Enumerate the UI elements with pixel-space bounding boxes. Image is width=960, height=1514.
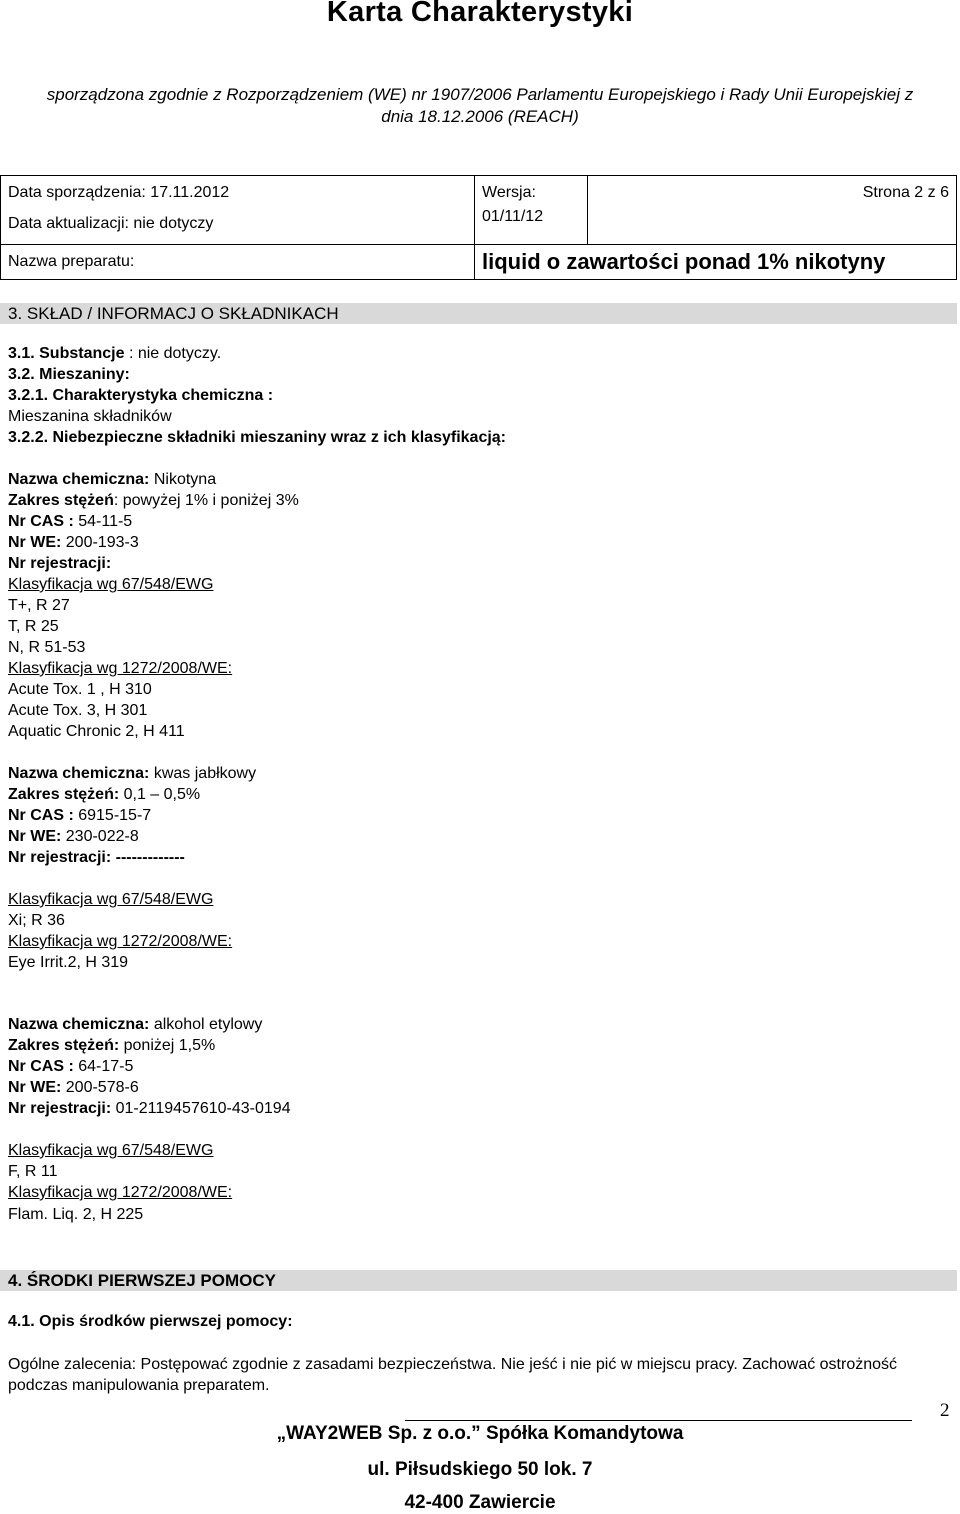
sub1-we-line-2: Acute Tox. 3, H 301 (8, 702, 148, 719)
prep-name: liquid o zawartości ponad 1% nikotyny (482, 249, 886, 274)
sub1-conc-value: : powyżej 1% i poniżej 3% (113, 492, 299, 509)
sub3-conc (8, 1036, 215, 1056)
sub2-cas-label: Nr CAS : (8, 807, 74, 824)
sub1-we-line-3: Aquatic Chronic 2, H 411 (8, 723, 185, 740)
sub1-we-line-1: Acute Tox. 1 , H 310 (8, 681, 152, 698)
sub2-name-value: kwas jabłkowy (149, 765, 257, 782)
sub1-ewg-line-3: N, R 51-53 (8, 639, 86, 656)
dates-cell (1, 176, 475, 245)
sub3-cls-we: Klasyfikacja wg 1272/2008/WE: (8, 1184, 233, 1201)
sub1-cls-ewg: Klasyfikacja wg 67/548/EWG (8, 576, 214, 593)
sub2-reg (8, 848, 185, 868)
sub3-reg-label: Nr rejestracji: (8, 1100, 112, 1117)
sub3-we-line-1: Flam. Liq. 2, H 225 (8, 1206, 144, 1223)
sub3-ewg-line-1: F, R 11 (8, 1163, 58, 1180)
sub2-cas-value: 6915-15-7 (73, 807, 152, 824)
s31-label: 3.1. Substancje (8, 345, 125, 362)
s31-line (8, 344, 221, 364)
sub2-cls-we: Klasyfikacja wg 1272/2008/WE: (8, 933, 233, 950)
footer-separator (405, 1420, 912, 1421)
general-advice: Ogólne zalecenia: Postępować zgodnie z zasadami bezpieczeństwa. Nie jeść i nie pić w miejscu pracy. Zachować ostrożność podczas manipulowania preparatem. (8, 1356, 898, 1394)
s32-line: 3.2. Mieszaniny: (8, 366, 130, 383)
prep-label-cell (1, 245, 475, 280)
date-updated: Data aktualizacji: nie dotyczy (8, 215, 214, 232)
s41-line: 4.1. Opis środków pierwszej pomocy: (8, 1313, 293, 1330)
sub3-cls-ewg: Klasyfikacja wg 67/548/EWG (8, 1142, 214, 1159)
sub3-cas-value: 64-17-5 (73, 1058, 134, 1075)
sub3-we-label: Nr WE: (8, 1079, 62, 1096)
sub3-cas-label: Nr CAS : (8, 1058, 74, 1075)
sub2-conc-value: 0,1 – 0,5% (119, 786, 201, 803)
sub3-we-value: 200-578-6 (61, 1079, 139, 1096)
sub1-name-label: Nazwa chemiczna: (8, 471, 150, 488)
subtitle-line-2: dnia 18.12.2006 (REACH) (381, 107, 579, 126)
version-label: Wersja: (482, 184, 536, 201)
header-table (0, 175, 957, 280)
sub3-reg-value: 01-2119457610-43-0194 (111, 1100, 291, 1117)
document-title: Karta Charakterystyki (326, 0, 634, 28)
sub1-conc-label: Zakres stężeń (8, 492, 114, 509)
sub1-we (8, 533, 139, 553)
sub2-we-value: 230-022-8 (61, 828, 139, 845)
document-subtitle (0, 84, 960, 128)
s322-text: 3.2.2. Niebezpieczne składniki mieszaniny wraz z ich klasyfikacją: (8, 429, 507, 446)
sub1-we-value: 200-193-3 (61, 534, 139, 551)
sub1-ewg-line-1: T+, R 27 (8, 597, 70, 614)
sub1-ewg-line-2: T, R 25 (8, 618, 59, 635)
sub3-conc-value: poniżej 1,5% (119, 1037, 216, 1054)
sub2-cas (8, 806, 151, 826)
sub1-cas (8, 512, 132, 532)
sub2-name (8, 764, 256, 784)
sub1-cls-we: Klasyfikacja wg 1272/2008/WE: (8, 660, 233, 677)
sub1-cas-value: 54-11-5 (73, 513, 133, 530)
sub1-we-label: Nr WE: (8, 534, 62, 551)
s322-line (8, 428, 506, 448)
subtitle-line-1: sporządzona zgodnie z Rozporządzeniem (WE) nr 1907/2006 Parlamentu Europejskiego i Rady Unii Europejskiej z (46, 85, 914, 104)
sub3-name (8, 1015, 262, 1035)
sub3-conc-label: Zakres stężeń: (8, 1037, 120, 1054)
footer-company: „WAY2WEB Sp. z o.o.” Spółka Komandytowa (276, 1423, 684, 1444)
sub2-conc (8, 785, 200, 805)
s321-line: 3.2.1. Charakterystyka chemiczna : (8, 387, 274, 404)
sub2-name-label: Nazwa chemiczna: (8, 765, 150, 782)
prep-name-cell (475, 245, 957, 280)
sub3-name-value: alkohol etylowy (149, 1016, 263, 1033)
prep-label: Nazwa preparatu: (8, 253, 135, 270)
sub2-we-label: Nr WE: (8, 828, 62, 845)
version-cell (475, 176, 588, 245)
footer-city: 42-400 Zawiercie (404, 1492, 556, 1513)
sub2-reg-label: Nr rejestracji: ------------- (8, 849, 185, 866)
sub1-reg (8, 554, 111, 574)
sub3-we (8, 1078, 139, 1098)
sub2-ewg-line-1: Xi; R 36 (8, 912, 65, 929)
date-created: Data sporządzenia: 17.11.2012 (8, 184, 230, 201)
sub2-we (8, 827, 139, 847)
sub3-cas (8, 1057, 133, 1077)
section-3-heading: 3. SKŁAD / INFORMACJ O SKŁADNIKACH (0, 303, 957, 324)
sub3-name-label: Nazwa chemiczna: (8, 1016, 150, 1033)
page-indicator: Strona 2 z 6 (862, 184, 949, 201)
footer-address: ul. Piłsudskiego 50 lok. 7 (367, 1459, 593, 1480)
sub1-name (8, 470, 216, 490)
version-value: 01/11/12 (482, 208, 544, 225)
page-cell (588, 176, 957, 245)
page-number: 2 (940, 1400, 950, 1421)
sub2-conc-label: Zakres stężeń: (8, 786, 120, 803)
section-4-heading: 4. ŚRODKI PIERWSZEJ POMOCY (0, 1270, 957, 1291)
sub1-name-value: Nikotyna (149, 471, 217, 488)
sub3-reg (8, 1099, 291, 1119)
sub1-cas-label: Nr CAS : (8, 513, 74, 530)
sub2-cls-ewg: Klasyfikacja wg 67/548/EWG (8, 891, 214, 908)
sub1-reg-label: Nr rejestracji: (8, 555, 112, 572)
s321-value: Mieszanina składników (8, 408, 172, 425)
sub1-conc (8, 491, 299, 511)
sub2-we-line-1: Eye Irrit.2, H 319 (8, 954, 129, 971)
s31-value: : nie dotyczy. (124, 345, 222, 362)
